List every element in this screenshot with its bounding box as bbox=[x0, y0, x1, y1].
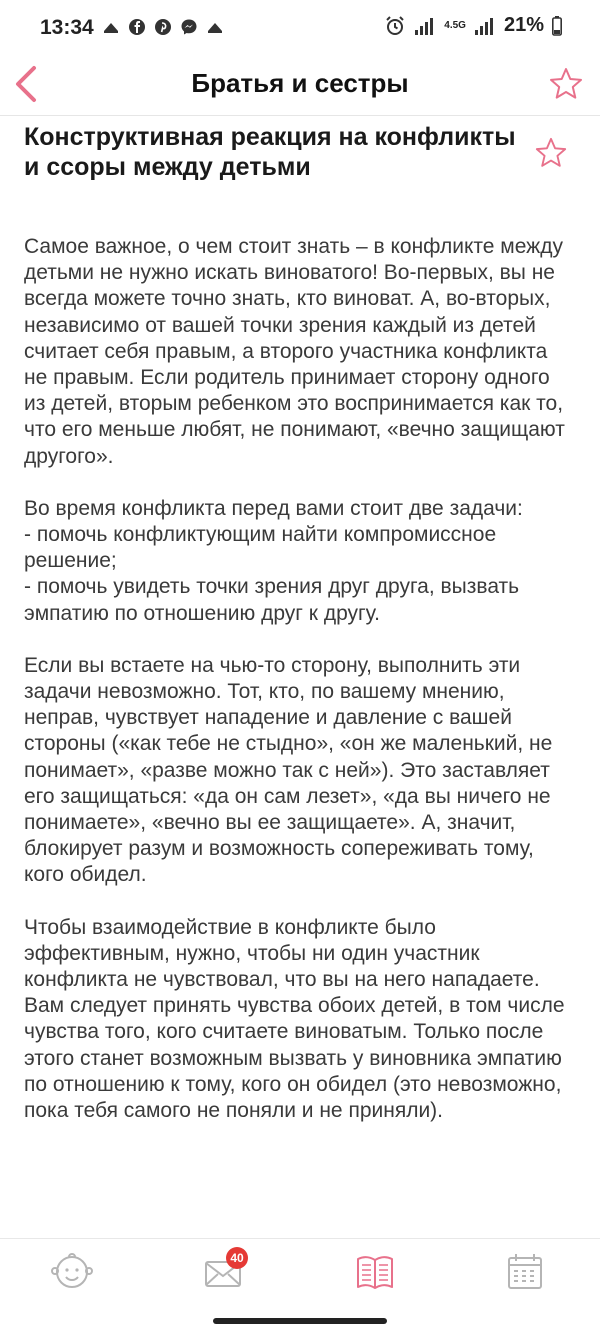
bottom-nav bbox=[0, 1238, 600, 1309]
article-paragraph: Если вы встаете на чью-то сторону, выполнить эти задачи невозможно. Тот, кто, по вашему мнению, неправ, чувствует нападение и давление с вашей стороны («как тебе не стыдно», «он же маленький, не понимает», «разве можно так с ней»). Это заставляет его защищаться: «да он сам лезет», «да вы ничего не понимаете», «вечно вы ее защищаете». А, значит, блокирует разум и возможность сопереживать тому, кого обидел. bbox=[24, 653, 553, 887]
article-title: Конструктивная реакция на конфликты и ссоры между детьми bbox=[24, 123, 516, 181]
battery-percent: 21% bbox=[503, 14, 544, 36]
article-paragraph: Самое важное, о чем стоит знать – в конфликте между детьми не нужно искать виноватого! Во-первых, вы не всегда можете точно знать, кто виноват. А, во-вторых, независимо от вашей точки зрения каждый из детей считает себя правым, а второго участника конфликта не правым. Если родитель принимает сторону одного из детей, вторым ребенком это воспринимается как то, что его меньше любят, не понимают, «вечно защищают другого». bbox=[24, 235, 565, 468]
notification-icon bbox=[102, 18, 120, 36]
messenger-icon bbox=[180, 18, 198, 36]
signal-icon bbox=[414, 16, 436, 36]
article-paragraph: Чтобы взаимодействие в конфликте было эффективным, нужно, чтобы ни один участник конфликта не чувствовал, что вы на него нападаете. Вам следует принять чувства обоих детей, в том числе чувства того, кого считаете виноватым. Только после этого станет возможным вызвать у виновника эмпатию по отношению к тому, кого он обидел (это невозможно, пока тебя самого не поняли и не приняли). bbox=[24, 915, 565, 1123]
nav-item-book[interactable] bbox=[350, 1247, 400, 1297]
signal-icon bbox=[474, 16, 496, 36]
nav-item-calendar[interactable] bbox=[500, 1247, 550, 1297]
star-outline-icon bbox=[548, 66, 584, 102]
status-bar bbox=[0, 0, 600, 60]
favorite-button[interactable] bbox=[548, 66, 584, 102]
status-notification-icons bbox=[102, 18, 224, 36]
star-outline-icon bbox=[534, 136, 568, 170]
page-title: Братья и сестры bbox=[191, 68, 409, 98]
baby-face-icon bbox=[47, 1247, 97, 1297]
gesture-bar[interactable] bbox=[213, 1318, 387, 1324]
calendar-icon bbox=[500, 1247, 550, 1297]
network-type: 4.5G bbox=[444, 19, 466, 31]
notification-icon bbox=[206, 18, 224, 36]
battery-icon bbox=[552, 16, 562, 36]
status-time: 13:34 bbox=[40, 16, 94, 39]
pinterest-icon bbox=[154, 18, 172, 36]
article-paragraph: Во время конфликта перед вами стоит две задачи: - помочь конфликтующим найти компромиссное решение; - помочь увидеть точки зрения друг друга, вызвать эмпатию по отношению друг к другу. bbox=[24, 496, 523, 625]
nav-item-baby[interactable] bbox=[47, 1247, 97, 1297]
facebook-icon bbox=[128, 18, 146, 36]
status-right-icons bbox=[384, 14, 562, 37]
article-favorite-button[interactable] bbox=[534, 136, 568, 170]
article-body bbox=[24, 234, 576, 1124]
app-header bbox=[0, 60, 600, 112]
alarm-icon bbox=[384, 15, 406, 37]
unread-badge: 40 bbox=[226, 1247, 248, 1269]
book-icon bbox=[350, 1247, 400, 1297]
header-divider bbox=[0, 115, 600, 116]
article bbox=[24, 120, 576, 1150]
